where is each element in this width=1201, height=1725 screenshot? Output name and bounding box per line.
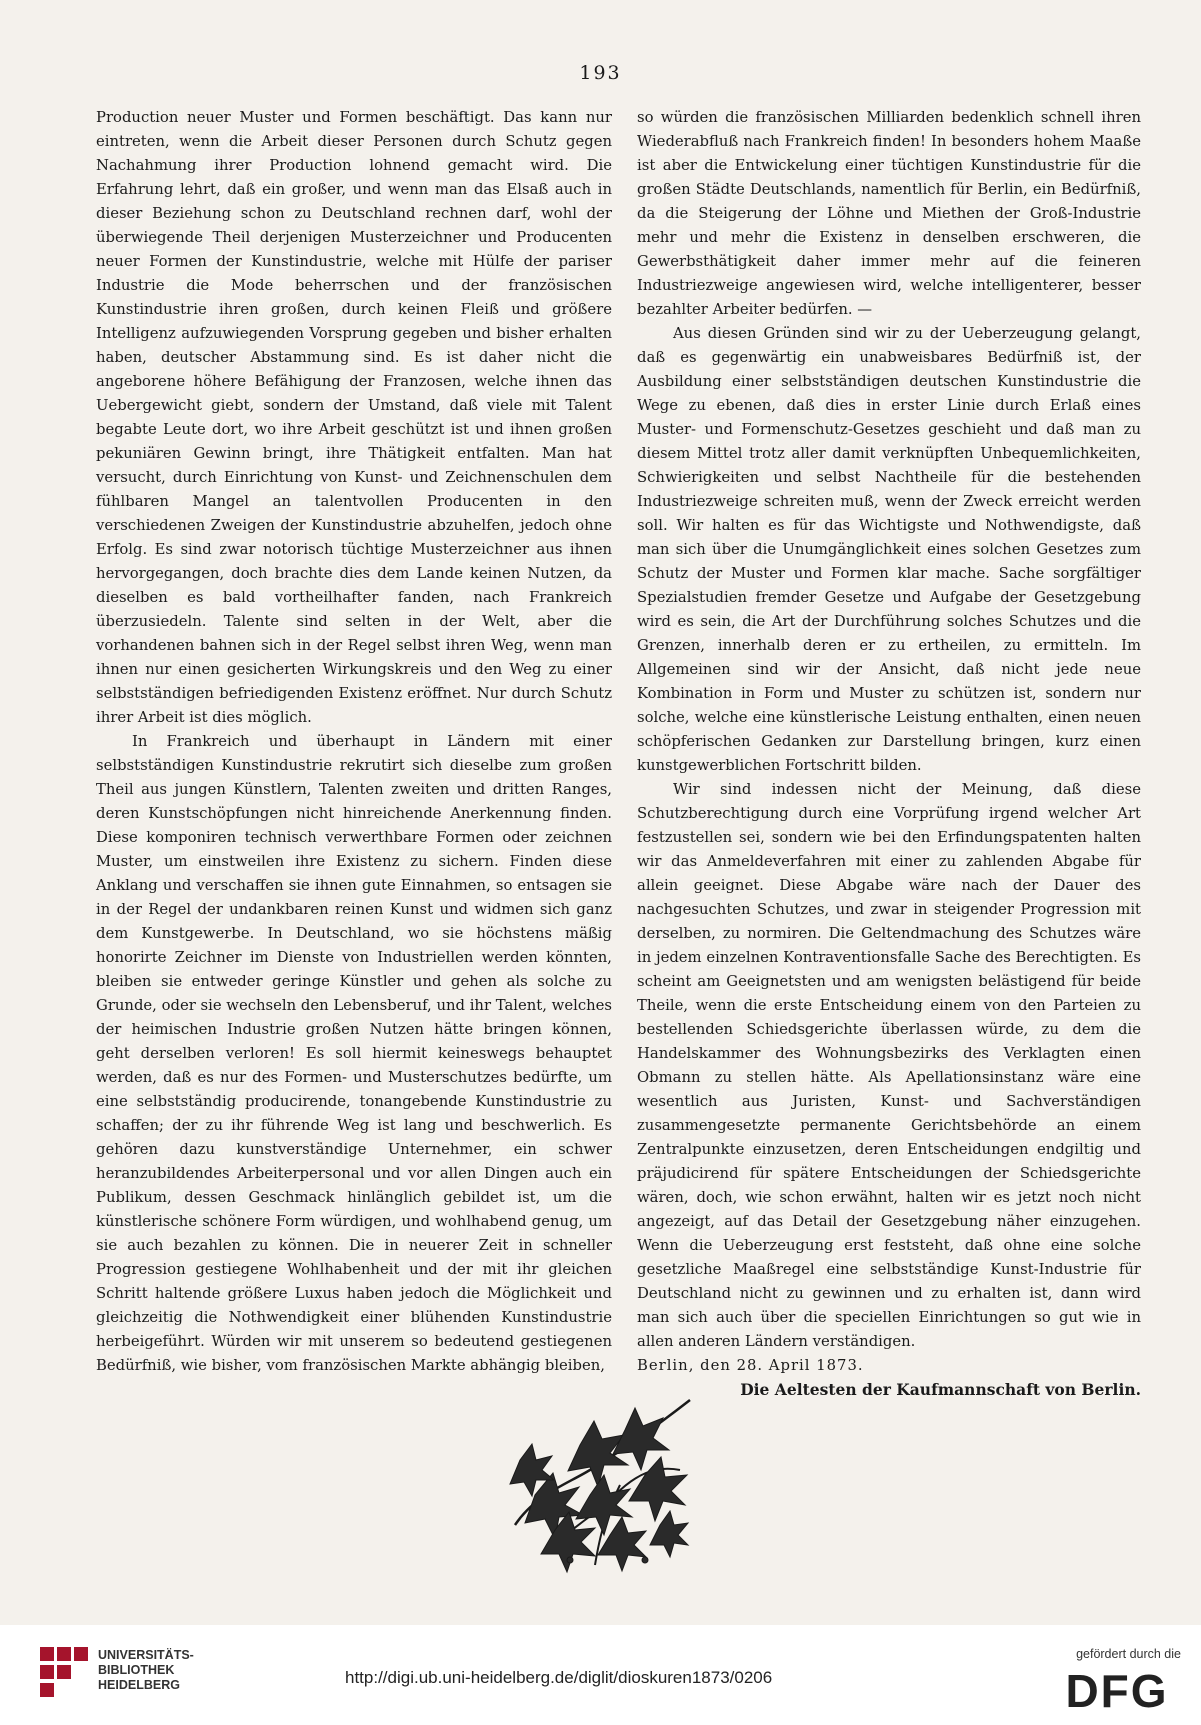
library-name bbox=[98, 1648, 194, 1693]
dfg-logo-text: DFG bbox=[1065, 1667, 1169, 1713]
library-name-line: UNIVERSITÄTS- bbox=[98, 1648, 194, 1662]
funded-by-text: gefördert durch die bbox=[1076, 1647, 1181, 1661]
university-logo-icon bbox=[38, 1645, 90, 1699]
library-name-line: HEIDELBERG bbox=[98, 1678, 180, 1692]
paragraph: Wir sind indessen nicht der Meinung, daß diese Schutzberechtigung durch eine Vorprüfung irgend welcher Art festzustellen sei, sondern wie bei den Erfindungspatenten halten wir das Anmeldeverfahren mit einer zu zahlenden Abgabe für allein geeignet. Diese Abgabe wäre nach der Dauer des nachgesuchten Schutzes, und zwar in steigender Progression mit derselben, zu normiren. Die Geltendmachung des Schutzes wäre in jedem einzelnen Kontraventionsfalle Sache des Berechtigten. Es scheint am Geeignetsten und am wenigsten belästigend für beide Theile, wenn die erste Entscheidung einem von den Parteien zu bestellenden Schiedsgerichte überlassen würde, zu dem die Handelskammer des Wohnungsbezirks des Verklagten einen Obmann zu stellen hätte. Als Apellationsinstanz wäre eine wesentlich aus Juristen, Kunst- und Sachverständigen zusammengesetzte permanente Gerichtsbehörde an einem Zentralpunkte einzusetzen, deren Entscheidungen endgiltig und präjudicirend für spätere Entscheidungen der Schiedsgerichte wären, doch, wie schon erwähnt, halten wir es jetzt noch nicht angezeigt, auf das Detail der Gesetzgebung näher einzugehen. Wenn die Ueberzeugung erst feststeht, daß ohne eine solche gesetzliche Maaßregel eine selbstständige Kunst-Industrie für Deutschland nicht zu gewinnen und zu erhalten ist, dann wird man sich auch über die speciellen Einrichtungen so gut wie in allen anderen Ländern verständigen. bbox=[637, 781, 1141, 1350]
library-name-line: BIBLIOTHEK bbox=[98, 1663, 175, 1677]
footer-bar bbox=[0, 1625, 1201, 1725]
page-number: 193 bbox=[579, 62, 622, 84]
source-url-link[interactable]: http://digi.ub.uni-heidelberg.de/diglit/dioskuren1873/0206 bbox=[345, 1668, 773, 1687]
right-column bbox=[637, 106, 1141, 1402]
signature: Die Aeltesten der Kaufmannschaft von Berlin. bbox=[740, 1380, 1141, 1399]
paragraph: In Frankreich und überhaupt in Ländern mit einer selbstständigen Kunstindustrie rekrutirt sich dieselbe zum großen Theil aus jungen Künstlern, Talenten zweiten und dritten Ranges, deren Kunstschöpfungen nicht hinreichende Anerkennung finden. Diese komponiren technisch verwerthbare Formen oder zeichnen Muster, um einstweilen ihre Existenz zu sichern. Finden diese Anklang und verschaffen sie ihnen gute Einnahmen, so entsagen sie in der Regel der undankbaren reinen Kunst und widmen sich ganz dem Kunstgewerbe. In Deutschland, wo sie höchstens mäßig honorirte Zeichner im Dienste von Industriellen werden könnten, bleiben sie entweder geringe Künstler und gehen als solche zu Grunde, oder sie wechseln den Lebensberuf, und ihr Talent, welches der heimischen Industrie großen Nutzen hätte bringen können, geht derselben verloren! Es soll hiermit keineswegs behauptet werden, daß es nur des Formen- und Musterschutzes bedürfte, um eine selbstständig producirende, tonangebende Kunstindustrie zu schaffen; der zu ihr führende Weg ist lang und beschwerlich. Es gehören dazu kunstverständige Unternehmer, ein schwer heranzubildendes Arbeiterpersonal und vor allen Dingen auch ein Publikum, dessen Geschmack hinlänglich gebildet ist, um die künstlerische schönere Form würdigen, und wohlhabend genug, um sie auch bezahlen zu können. Die in neuerer Zeit in schneller Progression gestiegene Wohlhabenheit und der mit ihr gleichen Schritt haltende größere Luxus haben jedoch die Möglichkeit und gleichzeitig die Nothwendigkeit einer blühenden Kunstindustrie herbeigeführt. Würden wir mit unserem so bedeutend gestiegenen Bedürfniß, wie bisher, vom französischen Markte abhängig bleiben, bbox=[96, 733, 612, 1374]
paragraph: Aus diesen Gründen sind wir zu der Ueberzeugung gelangt, daß es gegenwärtig ein unabweisbares Bedürfniß ist, der Ausbildung einer selbstständigen deutschen Kunstindustrie die Wege zu ebenen, daß dies in erster Linie durch Erlaß eines Muster- und Formenschutz-Gesetzes geschieht und daß man zu diesem Mittel trotz aller damit verknüpften Unbequemlichkeiten, Schwierigkeiten und selbst Nachtheile für die bestehenden Industriezweige schreiten muß, wenn der Zweck erreicht werden soll. Wir halten es für das Wichtigste und Nothwendigste, daß man sich über die Unumgänglichkeit eines solchen Gesetzes zum Schutz der Muster und Formen klar mache. Sache sorgfältiger Spezialstudien fremder Gesetze und Aufgabe der Gesetzgebung wird es sein, die Art der Durchführung solches Schutzes und die Grenzen, innerhalb deren er zu ertheilen, zu ermitteln. Im Allgemeinen sind wir der Ansicht, daß nicht jede neue Kombination in Form und Muster zu schützen ist, sondern nur solche, welche eine künstlerische Leistung enthalten, einen neuen schöpferischen Gedanken zur Darstellung bringen, kurz einen kunstgewerblichen Fortschritt bilden. bbox=[637, 325, 1141, 774]
dfg-logo-icon bbox=[1053, 1667, 1181, 1713]
paragraph: so würden die französischen Milliarden bedenklich schnell ihren Wiederabfluß nach Frankreich finden! In besonders hohem Maaße ist aber die Entwickelung einer tüchtigen Kunstindustrie für die großen Städte Deutschlands, namentlich für Berlin, ein Bedürfniß, da die Steigerung der Löhne und Miethen der Groß-Industrie mehr und mehr die Existenz in denselben erschweren, die Gewerbsthätigkeit daher immer mehr auf die feineren Industriezweige angewiesen wird, welche intelligenterer, besser bezahlter Arbeiter bedürfen. — bbox=[637, 109, 1141, 318]
paragraph: Production neuer Muster und Formen beschäftigt. Das kann nur eintreten, wenn die Arbeit dieser Personen durch Schutz gegen Nachahmung ihrer Production lohnend gemacht wird. Die Erfahrung lehrt, daß ein großer, und wenn man das Elsaß auch in dieser Beziehung schon zu Deutschland rechnen darf, wohl der überwiegende Theil derjenigen Musterzeichner und Producenten neuer Formen der Kunstindustrie, welche mit Hülfe der pariser Industrie die Mode beherrschen und der französischen Kunstindustrie ihren großen, durch keinen Fleiß und größere Intelligenz aufzuwiegenden Vorsprung gegeben und bisher erhalten haben, deutscher Abstammung sind. Es ist daher nicht die angeborene höhere Befähigung der Franzosen, welche ihnen das Uebergewicht giebt, sondern der Umstand, daß viele mit Talent begabte Leute dort, wo ihre Arbeit geschützt ist und ihnen großen pekuniären Gewinn bringt, ihre Thätigkeit entfalten. Man hat versucht, durch Einrichtung von Kunst- und Zeichnenschulen dem fühlbaren Mangel an talentvollen Producenten in den verschiedenen Zweigen der Kunstindustrie abzuhelfen, jedoch ohne Erfolg. Es sind zwar notorisch tüchtige Musterzeichner aus ihnen hervorgegangen, doch brachte dies dem Lande keinen Nutzen, da dieselben es bald vortheilhafter fanden, nach Frankreich überzusiedeln. Talente sind selten in der Welt, aber die vorhandenen bahnen sich in der Regel selbst ihren Weg, wenn man ihnen nur einen gesicherten Wirkungskreis und den Weg zu einer selbstständigen befriedigenden Existenz eröffnet. Nur durch Schutz ihrer Arbeit ist dies möglich. bbox=[96, 109, 612, 726]
ivy-vignette-icon bbox=[495, 1375, 710, 1580]
date-line: Berlin, den 28. April 1873. bbox=[637, 1357, 864, 1374]
left-column bbox=[96, 106, 612, 1378]
